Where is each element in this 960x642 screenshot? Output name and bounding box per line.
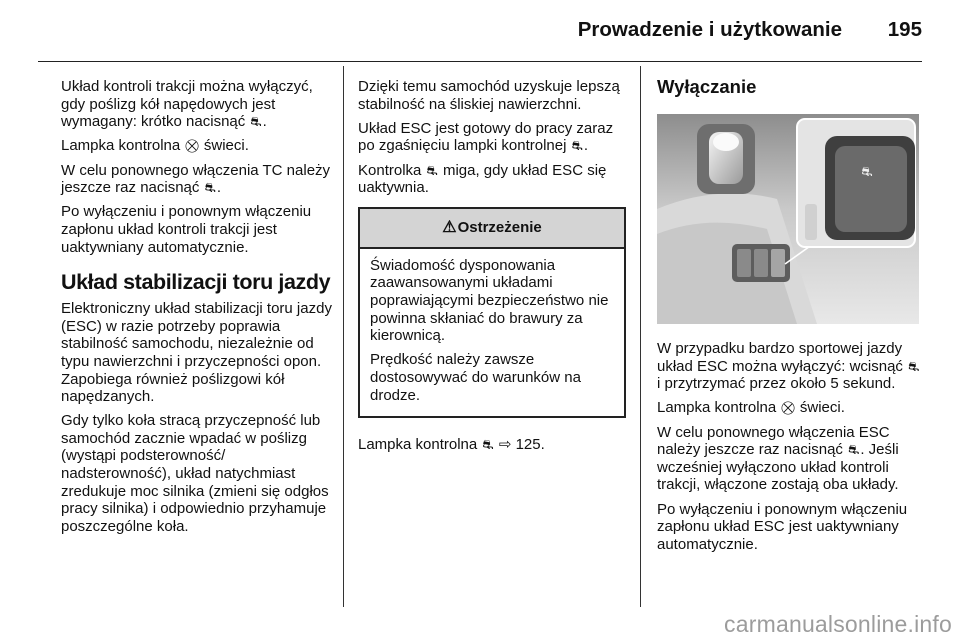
- warning-icon: ⚠: [442, 218, 457, 236]
- paragraph: Kontrolka ⛐ miga, gdy układ ESC się uaktywnia.: [358, 161, 607, 197]
- section-heading: Układ stabilizacji toru jazdy: [61, 270, 331, 295]
- tc-off-icon: ⛐: [204, 180, 216, 196]
- paragraph: Prędkość należy zawsze dostosowywać do warunków na drodze.: [370, 351, 581, 404]
- warning-header: [360, 209, 624, 249]
- esc-off-lamp-icon: ⛒: [781, 400, 795, 416]
- paragraph: W celu ponownego włączenia TC należy jeszcze raz nacisnąć ⛐.: [61, 161, 331, 197]
- paragraph: Lampka kontrolna ⛒ świeci.: [61, 137, 249, 155]
- esc-lamp-icon: ⛐: [571, 138, 583, 154]
- paragraph: Gdy tylko koła stracą przyczepność lub samochód zacznie wpadać w poślizg (wystąpi podsterowność/ nadsterowność), układ natychmiast zredukuje moc silnika (zmieni się odgłos pracy silnika) i odpowiednio przyhamuje poszczególne koła.: [61, 412, 329, 535]
- section-heading: Wyłączanie: [657, 76, 757, 97]
- paragraph: Układ kontroli trakcji można wyłączyć, gdy poślizg kół napędowych jest wymagany: krótko nacisnąć ⛐.: [61, 78, 313, 131]
- paragraph: Świadomość dysponowania zaawansowanymi układami poprawiającymi bezpieczeństwo nie powinna skłaniać do brawury za kierownicą.: [370, 256, 609, 345]
- header-divider: [38, 61, 922, 62]
- column-divider-1: [343, 66, 344, 607]
- warning-box: [358, 207, 626, 418]
- column-divider-2: [640, 66, 641, 607]
- column-1: [61, 78, 333, 542]
- paragraph: W celu ponownego włączenia ESC należy jeszcze raz nacisnąć ⛐. Jeśli wcześniej wyłączono układ kontroli trakcji, włączone zostają oba układy.: [657, 423, 899, 494]
- paragraph: Lampka kontrolna ⛒ świeci.: [657, 399, 845, 417]
- tc-lamp-icon: ⛒: [185, 138, 199, 154]
- tc-off-icon: ⛐: [250, 114, 262, 130]
- page-header: [0, 0, 960, 62]
- esc-off-icon: ⛐: [908, 358, 920, 374]
- paragraph: Dzięki temu samochód uzyskuje lepszą stabilność na śliskiej nawierzchni.: [358, 78, 620, 113]
- warning-body: [360, 249, 624, 416]
- warning-title: Ostrzeżenie: [457, 218, 542, 236]
- paragraph: Lampka kontrolna ⛐ ⇨ 125.: [358, 435, 545, 453]
- paragraph: Układ ESC jest gotowy do pracy zaraz po zgaśnięciu lampki kontrolnej ⛐.: [358, 119, 614, 155]
- esc-lamp-icon: ⛐: [426, 162, 438, 178]
- column-3: [657, 76, 927, 560]
- esc-lamp-icon: ⛐: [482, 436, 494, 452]
- esc-button-photo: [657, 114, 919, 324]
- svg-text:⛐: ⛐: [861, 165, 873, 180]
- paragraph: Po wyłączeniu i ponownym włączeniu zapłonu układ ESC jest uaktywniany automatycznie.: [657, 500, 908, 553]
- reference-arrow-icon: ⇨: [498, 435, 512, 453]
- page-number: 195: [887, 18, 922, 41]
- column-2: [358, 78, 626, 460]
- watermark: carmanualsonline.info: [724, 611, 952, 637]
- paragraph: Po wyłączeniu i ponownym włączeniu zapłonu układ kontroli trakcji jest uaktywniany automatycznie.: [61, 203, 312, 256]
- paragraph: W przypadku bardzo sportowej jazdy układ ESC można wyłączyć: wcisnąć ⛐ i przytrzymać przez około 5 sekund.: [657, 340, 920, 393]
- esc-off-icon: ⛐: [848, 442, 860, 458]
- paragraph: Elektroniczny układ stabilizacji toru jazdy (ESC) w razie potrzeby poprawia stabilność samochodu, niezależnie od typu nawierzchni i przyczepności opon. Zapobiega również poślizgowi kół napędzanych.: [61, 300, 332, 406]
- header-title: Prowadzenie i użytkowanie: [577, 18, 842, 41]
